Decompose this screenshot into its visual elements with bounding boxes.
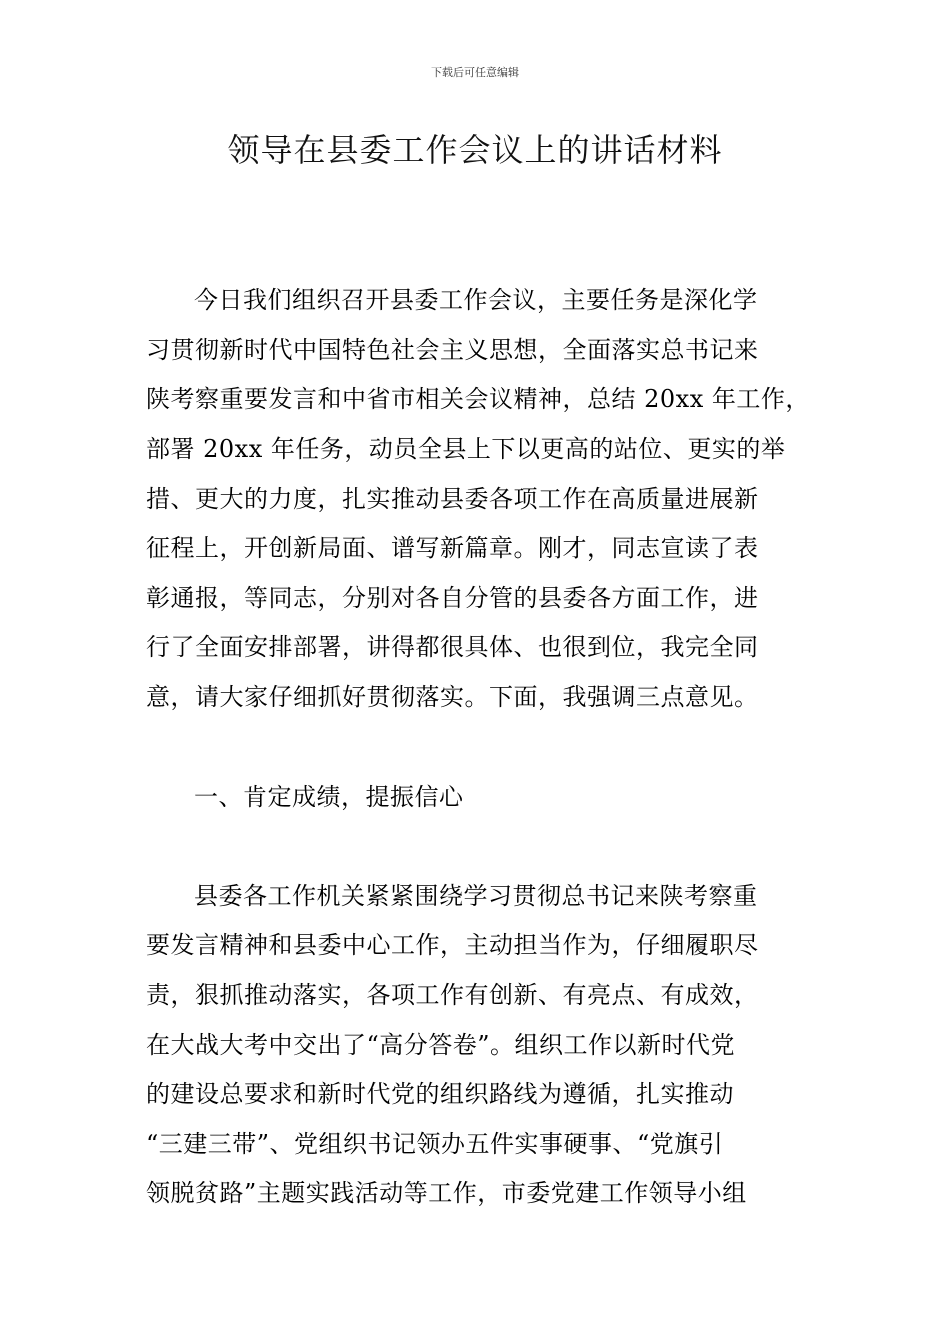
paragraph-1-line: 征程上，开创新局面、谱写新篇章。刚才，同志宣读了表	[146, 534, 759, 562]
paragraph-1-line: 今日我们组织召开县委工作会议，主要任务是深化学	[194, 286, 758, 314]
paragraph-1-line: 行了全面安排部署，讲得都很具体、也很到位，我完全同	[146, 633, 759, 661]
paragraph-2-line: 要发言精神和县委中心工作，主动担当作为，仔细履职尽	[146, 931, 759, 959]
paragraph-2-line: 在大战大考中交出了“高分答卷”。组织工作以新时代党	[146, 1031, 736, 1059]
paragraph-2-line: 领脱贫路”主题实践活动等工作，市委党建工作领导小组	[146, 1179, 747, 1207]
paragraph-1-line: 彰通报，等同志，分别对各自分管的县委各方面工作，进	[146, 584, 759, 612]
paragraph-1-line: 习贯彻新时代中国特色社会主义思想，全面落实总书记来	[146, 336, 759, 364]
paragraph-1-line: 陕考察重要发言和中省市相关会议精神，总结 20xx 年工作，	[146, 385, 810, 413]
paragraph-1-line: 意，请大家仔细抓好贯彻落实。下面，我强调三点意见。	[146, 683, 759, 711]
paragraph-2-line: “三建三带”、党组织书记领办五件实事硬事、“党旗引	[146, 1130, 724, 1158]
paragraph-2-line: 责，狠抓推动落实，各项工作有创新、有亮点、有成效，	[146, 981, 759, 1009]
document-title: 领导在县委工作会议上的讲话材料	[227, 131, 723, 169]
section-heading: 一、肯定成绩，提振信心	[194, 783, 464, 811]
header-note: 下载后可任意编辑	[431, 66, 519, 79]
paragraph-2-line: 的建设总要求和新时代党的组织路线为遵循，扎实推动	[146, 1080, 734, 1108]
paragraph-2-line: 县委各工作机关紧紧围绕学习贯彻总书记来陕考察重	[194, 882, 758, 910]
paragraph-1-line: 部署 20xx 年任务，动员全县上下以更高的站位、更实的举	[146, 435, 786, 463]
paragraph-1-line: 措、更大的力度，扎实推动县委各项工作在高质量进展新	[146, 485, 759, 513]
